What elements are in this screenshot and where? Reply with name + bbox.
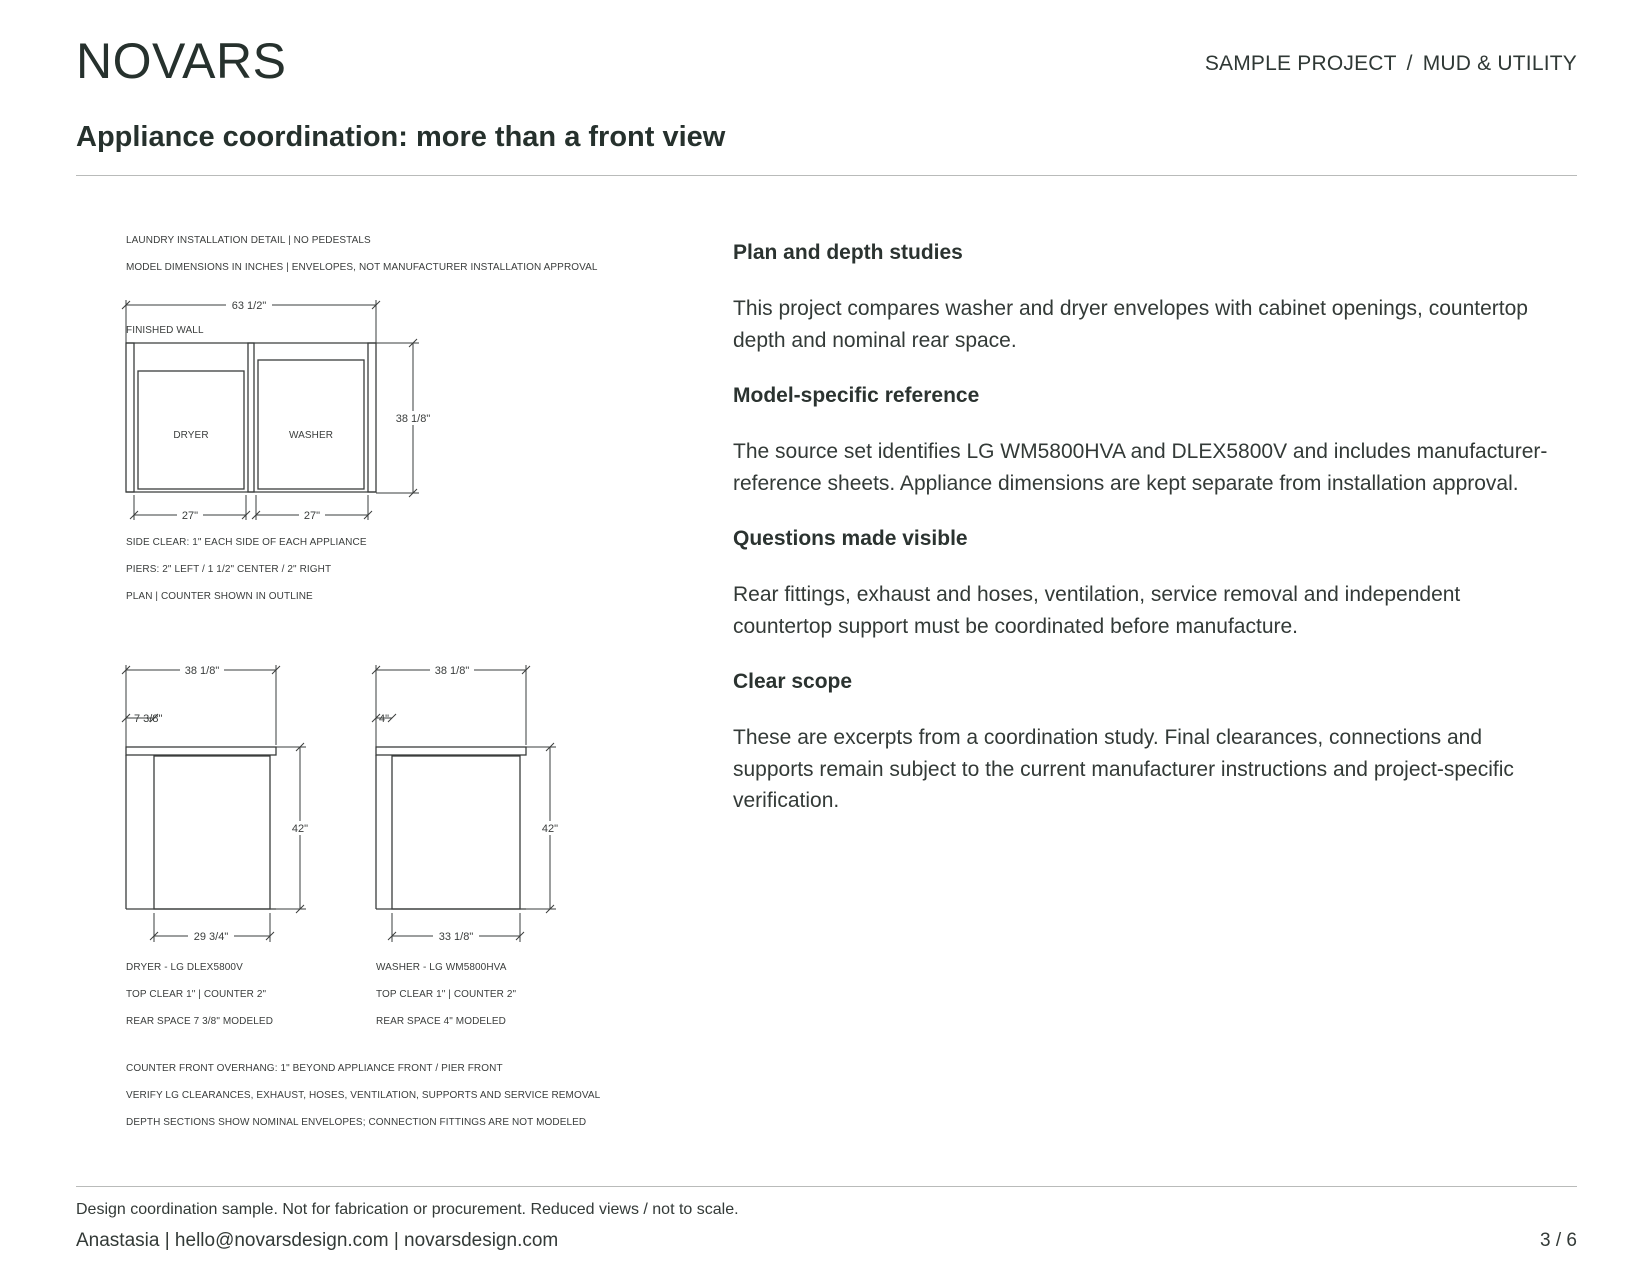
washer-note-1: WASHER - LG WM5800HVA	[376, 962, 507, 973]
washer-note-3: REAR SPACE 4" MODELED	[376, 1016, 506, 1027]
plan-note-3: PLAN | COUNTER SHOWN IN OUTLINE	[126, 591, 313, 602]
section-clear-scope	[733, 667, 1563, 817]
text-sections	[733, 238, 1563, 842]
drawing-canvas	[76, 205, 656, 1155]
washer-depth-section	[372, 663, 562, 1027]
plan-note-1: SIDE CLEAR: 1" EACH SIDE OF EACH APPLIANCE	[126, 537, 367, 548]
section-model-reference	[733, 381, 1563, 499]
section-heading: Questions made visible	[733, 527, 968, 550]
plan-washer-width: 27"	[303, 510, 321, 522]
section-body: The source set identifies LG WM5800HVA and DLEX5800V and includes manufacturer-reference sheets. Appliance dimensions are kept separate from installation approval.	[733, 440, 1548, 495]
plan-dryer-width: 27"	[181, 510, 199, 522]
drawing-heading-1: LAUNDRY INSTALLATION DETAIL | NO PEDESTALS	[126, 235, 371, 246]
brand-logo: NOVARS	[76, 33, 287, 89]
plan-dryer-label: DRYER	[173, 430, 209, 441]
dryer-total-depth: 38 1/8"	[184, 665, 220, 677]
plan-note-2: PIERS: 2" LEFT / 1 1/2" CENTER / 2" RIGHT	[126, 564, 332, 575]
section-heading: Plan and depth studies	[733, 241, 963, 264]
breadcrumb-separator: /	[1406, 52, 1413, 75]
washer-depth: 33 1/8"	[438, 931, 474, 943]
footer-contact: Anastasia | hello@novarsdesign.com | novarsdesign.com	[76, 1230, 559, 1251]
section-heading: Model-specific reference	[733, 384, 980, 407]
section-heading: Clear scope	[733, 670, 853, 693]
washer-section-height: 42"	[541, 823, 559, 835]
section-body: These are excerpts from a coordination study. Final clearances, connections and supports remain subject to the current manufacturer instructions and project-specific verification.	[733, 726, 1514, 812]
dryer-note-2: TOP CLEAR 1" | COUNTER 2"	[126, 989, 267, 1000]
drawing-footer-note-2: VERIFY LG CLEARANCES, EXHAUST, HOSES, VENTILATION, SUPPORTS AND SERVICE REMOVAL	[126, 1090, 601, 1101]
plan-view	[122, 297, 434, 602]
washer-rear-space: 4"	[379, 713, 390, 725]
dryer-depth-section	[122, 663, 312, 1027]
finished-wall-label: FINISHED WALL	[126, 325, 204, 336]
dryer-note-3: REAR SPACE 7 3/8" MODELED	[126, 1016, 274, 1027]
plan-overall-width: 63 1/2"	[231, 300, 267, 312]
washer-total-depth: 38 1/8"	[434, 665, 470, 677]
dryer-note-1: DRYER - LG DLEX5800V	[126, 962, 243, 973]
page-number: 3 / 6	[1540, 1230, 1577, 1251]
drawing-footer-note-3: DEPTH SECTIONS SHOW NOMINAL ENVELOPES; CONNECTION FITTINGS ARE NOT MODELED	[126, 1117, 587, 1128]
drawing-heading-2: MODEL DIMENSIONS IN INCHES | ENVELOPES, NOT MANUFACTURER INSTALLATION APPROVAL	[126, 262, 598, 273]
footer-disclaimer: Design coordination sample. Not for fabrication or procurement. Reduced views / not to scale.	[76, 1201, 739, 1218]
plan-height: 38 1/8"	[395, 413, 431, 425]
section-plan-depth	[733, 238, 1563, 356]
laundry-installation-drawing	[76, 205, 656, 1155]
section-body: This project compares washer and dryer envelopes with cabinet openings, countertop depth and nominal rear space.	[733, 297, 1528, 352]
dryer-rear-space: 7 3/8"	[134, 713, 163, 725]
header-divider	[76, 175, 1577, 176]
section-body: Rear fittings, exhaust and hoses, ventilation, service removal and independent countertop support must be coordinated before manufacture.	[733, 583, 1461, 638]
breadcrumb-project: SAMPLE PROJECT	[1204, 52, 1397, 75]
dryer-depth: 29 3/4"	[193, 931, 229, 943]
footer-divider	[76, 1186, 1577, 1187]
section-questions	[733, 524, 1563, 642]
plan-washer-label: WASHER	[288, 430, 334, 441]
page-title: Appliance coordination: more than a front view	[76, 121, 726, 153]
drawing-footer-note-1: COUNTER FRONT OVERHANG: 1" BEYOND APPLIANCE FRONT / PIER FRONT	[126, 1063, 503, 1074]
dryer-section-height: 42"	[291, 823, 309, 835]
breadcrumb-section: MUD & UTILITY	[1422, 52, 1577, 75]
breadcrumb	[1205, 52, 1577, 76]
washer-note-2: TOP CLEAR 1" | COUNTER 2"	[376, 989, 517, 1000]
